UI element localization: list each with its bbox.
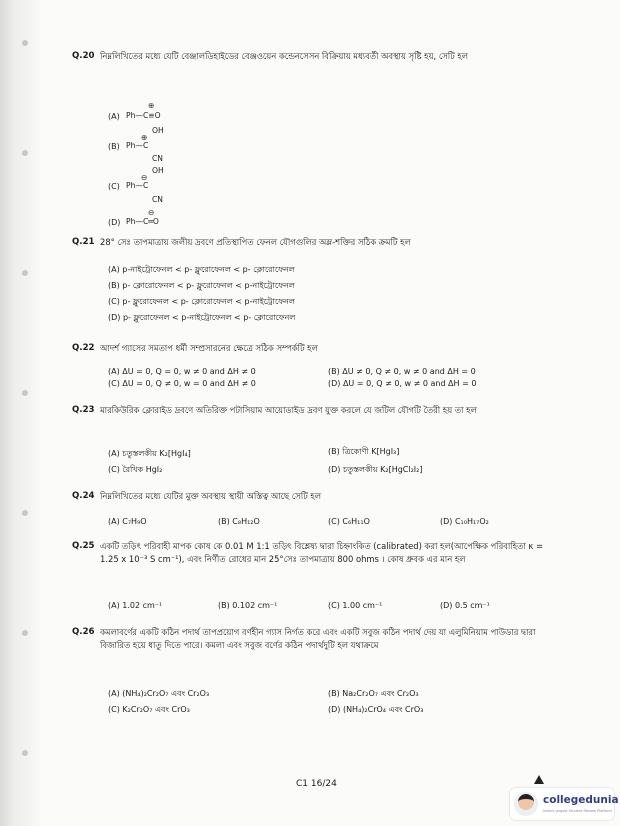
option-d: (D) চতুস্তলকীয় K₂[HgCl₂I₂]: [328, 465, 423, 474]
option-d: (D) 0.5 cm⁻¹: [440, 601, 490, 610]
option-d: (D) p- ফ্লুরোফেনল < p-নাইট্রোফেনল < p- ক্লোরোফেনল: [108, 313, 296, 322]
structure-text: Ph—C: [126, 141, 149, 150]
charge-symbol: ⊖: [141, 173, 148, 182]
option-b: (B) ত্রিকোণী K[HgI₃]: [328, 447, 400, 456]
question-20: [72, 50, 557, 63]
option-label: (B): [108, 142, 120, 151]
question-number: Q.26: [72, 627, 95, 637]
punch-hole: [22, 270, 28, 276]
option-label: (D): [108, 218, 121, 227]
question-text: কমলাবর্ণের একটি কঠিন পদার্থ তাপপ্রয়োগ বর্ণহীন গ্যাস নির্গত করে এবং একটি সবুজ কঠিন পদার্থ দেয় যা এলুমিনিয়াম পাউডার দ্বারা বিজারিত হয়ে ধাতু দিতে পারে। কমলা এবং সবুজ বর্ণের কঠিন পদার্থদুটি হল যথাক্রমে: [100, 627, 536, 650]
question-text: নিম্নলিখিতের মধ্যে যেটির মুক্ত অবস্থায় স্থায়ী অস্তিত্ব আছে সেটি হল: [100, 491, 321, 501]
option-d: (D) C₁₀H₁₇O₂: [440, 517, 489, 526]
question-number: Q.21: [72, 237, 95, 247]
page-number: C1 16/24: [296, 779, 337, 789]
punch-hole: [22, 40, 28, 46]
question-23: [72, 404, 557, 417]
option-c: (C) 1.00 cm⁻¹: [328, 601, 383, 610]
option-b: (B) 0.102 cm⁻¹: [218, 601, 278, 610]
option-label: (C): [108, 182, 120, 191]
substituent-bottom: CN: [152, 154, 163, 163]
option-a: (A) ΔU = 0, Q = 0, w ≠ 0 and ΔH ≠ 0: [108, 367, 256, 376]
collegedunia-logo: [510, 788, 619, 820]
punch-hole: [22, 390, 28, 396]
substituent-bottom: CN: [152, 195, 163, 204]
question-text: নিম্নলিখিতের মধ্যে যেটি বেঞ্জালডিহাইডের বেঞ্জওয়েন কন্ডেনসেসন বিক্রিয়ায় মধ্যবর্তী অবস্থায় সৃষ্টি হয়, সেটি হল: [100, 51, 469, 61]
option-a: (A) p-নাইট্রোফেনল < p- ফ্লুরোফেনল < p- ক্লোরোফেনল: [108, 265, 295, 274]
option-label: (A): [108, 112, 120, 121]
exam-page: [72, 0, 557, 826]
punch-hole: [22, 630, 28, 636]
option-a: (A) 1.02 cm⁻¹: [108, 601, 163, 610]
substituent-top: OH: [152, 166, 164, 175]
option-a: (A) চতুস্তলকীয় K₂[HgI₄]: [108, 449, 191, 458]
triangle-up-icon: [534, 775, 544, 784]
question-text: 28° সেঃ তাপমাত্রায় জলীয় দ্রবণে প্রতিস্থাপিত ফেনল যৌগগুলির অম্ল-শক্তির সঠিক ক্রমটি হল: [100, 237, 411, 247]
question-text: আদর্শ গ্যাসের সমতাপ ধর্মী সম্প্রসারনের ক্ষেত্রে সঠিক সম্পর্কটি হল: [100, 343, 318, 353]
option-c: (C) K₂Cr₂O₇ এবং CrO₃: [108, 705, 190, 714]
logo-tagline: India's largest Student Review Platform: [543, 809, 612, 813]
charge-symbol: ⊖: [148, 208, 155, 217]
question-21: [72, 236, 557, 249]
substituent-top: OH: [152, 126, 164, 135]
option-d: (D) (NH₄)₂CrO₄ এবং CrO₃: [328, 705, 424, 714]
structure-text: Ph—C≡O: [126, 111, 161, 120]
face-icon: [518, 794, 534, 810]
question-24: [72, 490, 557, 503]
option-d: (D) ΔU = 0, Q ≠ 0, w ≠ 0 and ΔH = 0: [328, 379, 477, 388]
structure-text: Ph—C: [126, 181, 149, 190]
question-25: [72, 540, 557, 565]
charge-symbol: ⊕: [141, 133, 148, 142]
question-number: Q.23: [72, 405, 95, 415]
option-b: (B) ΔU ≠ 0, Q ≠ 0, w ≠ 0 and ΔH = 0: [328, 367, 476, 376]
question-text: একটি তড়িৎ পরিবাহী মাপক কোষ কে 0.01 M 1:1 তড়িৎ বিশ্লেষ্য দ্বারা চিহ্নাংকিত (calibrated) করা হল(আপেক্ষিক পরিবাহিতা κ = 1.25 x 10⁻³ S cm⁻¹), এবং নির্ণীত রোধের মান 25°সেঃ তাপমাত্রায় 800 ohms । কোষ ধ্রুবক এর মান হল: [100, 541, 544, 564]
option-c: (C) p- ফ্লুরোফেনল < p- ক্লোরোফেনল < p-নাইট্রোফেনল: [108, 297, 295, 306]
option-a: (A) C₇H₉O: [108, 517, 147, 526]
question-number: Q.22: [72, 343, 95, 353]
option-c: (C) ΔU = 0, Q ≠ 0, w = 0 and ΔH ≠ 0: [108, 379, 256, 388]
punch-hole: [22, 150, 28, 156]
question-number: Q.20: [72, 51, 95, 61]
option-b: (B) p- ক্লোরোফেনল < p- ফ্লুরোফেনল < p-নাইট্রোফেনল: [108, 281, 295, 290]
question-number: Q.25: [72, 541, 95, 551]
logo-name: collegedunia: [543, 794, 619, 806]
punch-hole: [22, 750, 28, 756]
charge-symbol: ⊕: [148, 101, 155, 110]
option-c: (C) C₆H₁₁O: [328, 517, 370, 526]
option-b: (B) C₈H₁₂O: [218, 517, 260, 526]
punch-hole: [22, 510, 28, 516]
option-b: (B) Na₂Cr₂O₇ এবং Cr₂O₃: [328, 689, 419, 698]
question-number: Q.24: [72, 491, 95, 501]
option-c: (C) রৈখিক HgI₂: [108, 465, 163, 474]
question-text: মারকিউরিক ক্লোরাইড দ্রবণে অতিরিক্ত পটাসিয়াম আয়োডাইড দ্রবণ যুক্ত করলে যে জটিল যৌগটি তৈরী হয় তা হল: [100, 405, 477, 415]
binding-margin: [0, 0, 40, 826]
structure-text: Ph—C═O: [126, 217, 159, 226]
question-22: [72, 342, 557, 355]
option-a: (A) (NH₄)₂Cr₂O₇ এবং Cr₂O₃: [108, 689, 210, 698]
question-26: [72, 626, 557, 651]
